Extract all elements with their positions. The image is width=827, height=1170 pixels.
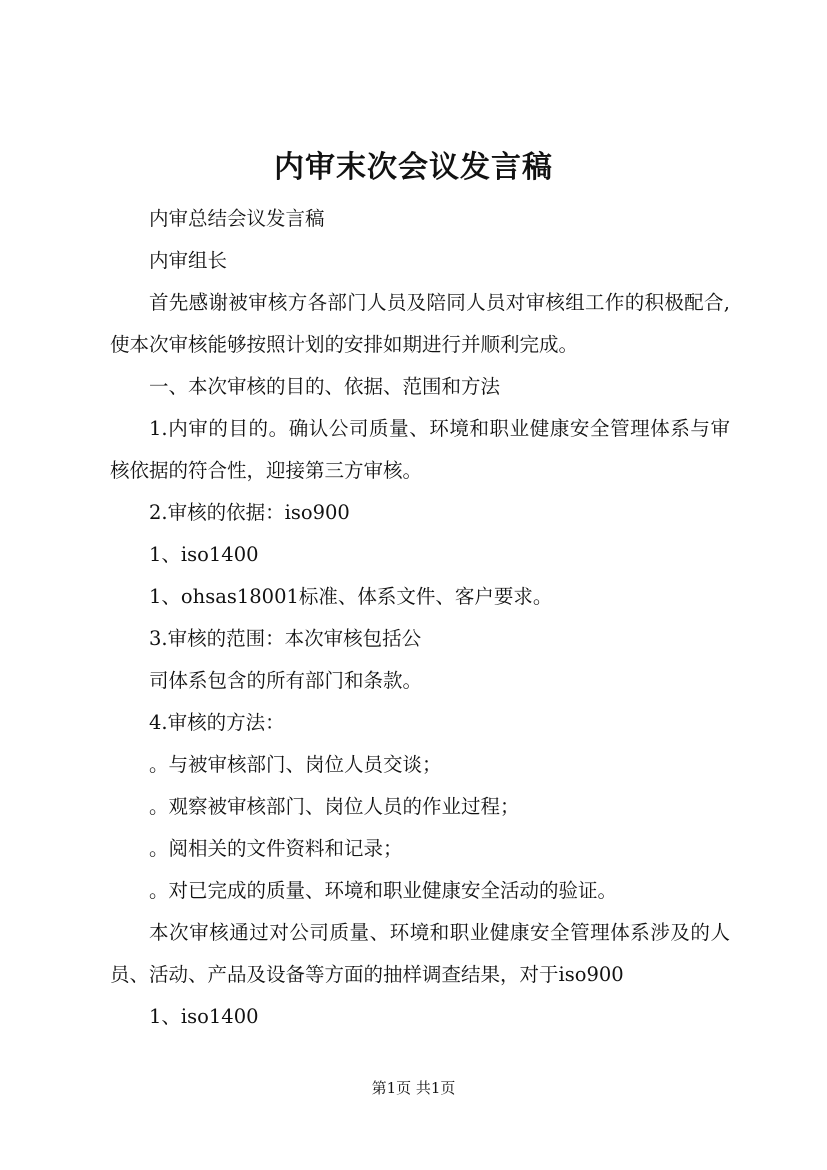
paragraph-method-item-1: 。与被审核部门、岗位人员交谈； (149, 753, 442, 776)
paragraph-purpose: 1.内审的目的。确认公司质量、环境和职业健康安全管理体系与审核依据的符合性，迎接第三方审核。 (110, 417, 730, 482)
page-footer: 第1页 共1页 (371, 1079, 456, 1097)
document-body (110, 198, 730, 1038)
document-title: 内审末次会议发言稿 (274, 150, 553, 185)
paragraph-thanks: 首先感谢被审核方各部门人员及陪同人员对审核组工作的积极配合,使本次审核能够按照计划的安排如期进行并顺利完成。 (110, 291, 730, 356)
paragraph-scope: 3.审核的范围：本次审核包括公 (149, 627, 422, 650)
paragraph-basis: 2.审核的依据：iso900 (149, 501, 350, 524)
paragraph-scope-cont: 司体系包含的所有部门和条款。 (149, 669, 423, 692)
paragraph-method-item-2: 。观察被审核部门、岗位人员的作业过程； (149, 795, 520, 818)
paragraph-method-item-3: 。阅相关的文件资料和记录； (149, 837, 403, 860)
paragraph-basis-iso14001: 1、iso1400 (149, 543, 259, 566)
paragraph-subtitle: 内审总结会议发言稿 (149, 207, 325, 230)
paragraph-section-heading: 一、本次审核的目的、依据、范围和方法 (149, 375, 501, 398)
paragraph-method-item-4: 。对已完成的质量、环境和职业健康安全活动的验证。 (149, 879, 618, 902)
paragraph-speaker: 内审组长 (149, 249, 228, 272)
paragraph-basis-ohsas: 1、ohsas18001标准、体系文件、客户要求。 (149, 585, 553, 608)
paragraph-results-cont: 1、iso1400 (149, 1005, 259, 1028)
paragraph-method: 4.审核的方法： (149, 711, 285, 734)
paragraph-results: 本次审核通过对公司质量、环境和职业健康安全管理体系涉及的人员、活动、产品及设备等方面的抽样调查结果，对于iso900 (110, 921, 730, 986)
